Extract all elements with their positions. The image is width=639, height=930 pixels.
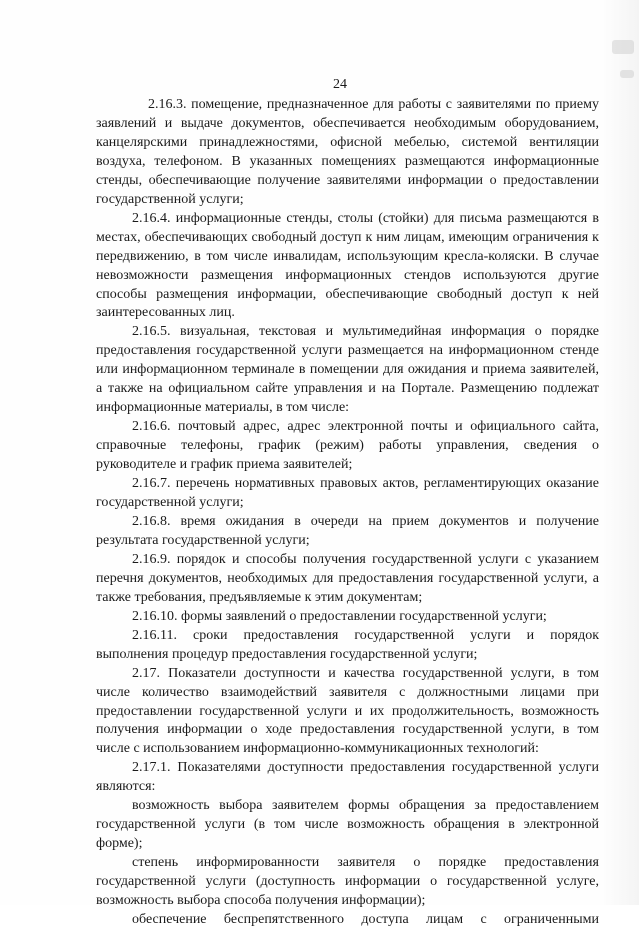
scan-edge-shadow: [601, 0, 639, 905]
paragraph-unobstructed-access: обеспечение беспрепятственного доступа лицам с ограниченными: [132, 911, 599, 927]
scan-artifact: [612, 40, 634, 54]
document-body: [96, 96, 599, 930]
page-number: 24: [333, 77, 347, 92]
paragraph-awareness: степень информированности заявителя о порядке предоставления государственной услуги (доступность информации о государственной услуге, возможность выбора способа получения информации);: [96, 855, 599, 909]
paragraph-choice-of-form: возможность выбора заявителем формы обращения за предоставлением государственной услуги (в том числе возможность обращения в электронной форме);: [96, 798, 599, 852]
paragraph-2-16-6: 2.16.6. почтовый адрес, адрес электронной почты и официального сайта, справочные телефоны, график (режим) работы управления, сведения о руководителе и график приема заявителей;: [96, 419, 599, 473]
scan-artifact: [620, 70, 634, 78]
paragraph-2-16-4: 2.16.4. информационные стенды, столы (стойки) для письма размещаются в местах, обеспечивающих свободный доступ к ним лицам, имеющим ограничения к передвижению, в том числе инвалидам, использующим кресла-коляски. В случае невозможности размещения информационных стендов используются другие способы размещения информации, обеспечивающие свободный доступ к ней заинтересованных лиц.: [96, 210, 599, 321]
paragraph-2-17-1: 2.17.1. Показателями доступности предоставления государственной услуги являются:: [96, 760, 599, 795]
paragraph-2-16-7: 2.16.7. перечень нормативных правовых актов, регламентирующих оказание государственной услуги;: [96, 476, 599, 511]
paragraph-2-16-10: 2.16.10. формы заявлений о предоставлении государственной услуги;: [132, 608, 547, 624]
paragraph-2-16-11: 2.16.11. сроки предоставления государственной услуги и порядок выполнения процедур предоставления государственной услуги;: [96, 627, 599, 662]
paragraph-2-16-9: 2.16.9. порядок и способы получения государственной услуги с указанием перечня документов, необходимых для предоставления государственной услуги, а также требования, предъявляемые к этим документам;: [96, 551, 599, 605]
paragraph-2-17: 2.17. Показатели доступности и качества государственной услуги, в том числе количество взаимодействий заявителя с должностными лицами при предоставлении государственной услуги и их продолжительность, возможность получения информации о ходе предоставления государственной услуги, в том числе с использованием информационно-коммуникационных технологий:: [96, 665, 599, 757]
paragraph-2-16-5: 2.16.5. визуальная, текстовая и мультимедийная информация о порядке предоставления государственной услуги размещается на информационном стенде или информационном терминале в помещении для ожидания и приема заявителей, а также на официальном сайте управления и на Портале. Размещению подлежат информационные материалы, в том числе:: [96, 324, 599, 416]
paragraph-2-16-8: 2.16.8. время ожидания в очереди на прием документов и получение результата государственной услуги;: [96, 513, 599, 548]
paragraph-2-16-3: 2.16.3. помещение, предназначенное для работы с заявителями по приему заявлений и выдаче документов, обеспечивается необходимым оборудованием, канцелярскими принадлежностями, офисной мебелью, системой вентиляции воздуха, телефоном. В указанных помещениях размещаются информационные стенды, обеспечивающие получение заявителями информации о предоставлении государственной услуги;: [96, 97, 599, 207]
